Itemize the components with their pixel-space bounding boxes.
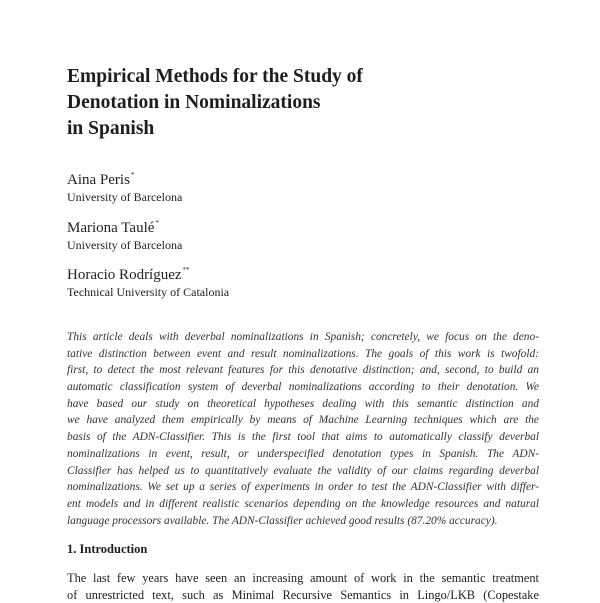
author-block xyxy=(67,219,182,253)
author-block xyxy=(67,171,182,205)
author-affiliation: Technical University of Catalonia xyxy=(67,284,229,300)
section-body xyxy=(67,570,539,603)
author-footnote-mark: ** xyxy=(183,266,190,274)
body-line: of unrestricted text, such as Minimal Recursive Semantics in Lingo/LKB (Copestake xyxy=(67,587,539,603)
author-footnote-mark: * xyxy=(131,171,135,179)
abstract-line: first, to detect the most relevant features for this denotative distinction; and, second, to build an xyxy=(67,362,539,379)
author-block xyxy=(67,266,229,300)
abstract-line: nominalizations in event, result, or underspecified denotation types in Spanish. The ADN- xyxy=(67,446,539,463)
abstract-line: nominalizations. We set up a series of experiments in order to test the ADN-Classifier with differ- xyxy=(67,479,539,496)
title-line: Empirical Methods for the Study of xyxy=(67,64,467,90)
abstract-line: language processors available. The ADN-Classifier achieved good results (87.20% accuracy). xyxy=(67,513,539,530)
abstract xyxy=(67,329,539,529)
author-footnote-mark: * xyxy=(155,219,159,227)
author-name xyxy=(67,171,182,189)
abstract-line: basis of the ADN-Classifier. This is the first tool that aims to automatically classify deverbal xyxy=(67,429,539,446)
author-name-text: Aina Peris xyxy=(67,172,130,188)
abstract-line: have based our study on theoretical hypotheses dealing with this semantic distinction and xyxy=(67,396,539,413)
body-line: The last few years have seen an increasing amount of work in the semantic treatment xyxy=(67,570,539,587)
abstract-line: we have analyzed them empirically by means of Machine Learning techniques which are the xyxy=(67,412,539,429)
abstract-line: ent models and in different realistic scenarios depending on the knowledge resources and natural xyxy=(67,496,539,513)
author-name xyxy=(67,219,182,237)
abstract-line: Classifier has helped us to quantitatively evaluate the validity of our claims regarding deverbal xyxy=(67,463,539,480)
section-heading-introduction: 1. Introduction xyxy=(67,541,147,557)
author-name-text: Mariona Taulé xyxy=(67,220,154,236)
author-affiliation: University of Barcelona xyxy=(67,237,182,253)
author-name xyxy=(67,266,229,284)
paper-title xyxy=(67,64,467,142)
author-name-text: Horacio Rodríguez xyxy=(67,267,182,283)
abstract-line: automatic classification system of deverbal nominalizations according to their denotation. We xyxy=(67,379,539,396)
title-line: Denotation in Nominalizations xyxy=(67,90,467,116)
abstract-line: tative distinction between event and result nominalizations. The goals of this work is twofold: xyxy=(67,346,539,363)
author-affiliation: University of Barcelona xyxy=(67,189,182,205)
abstract-line: This article deals with deverbal nominalizations in Spanish; concretely, we focus on the deno- xyxy=(67,329,539,346)
title-line: in Spanish xyxy=(67,116,467,142)
